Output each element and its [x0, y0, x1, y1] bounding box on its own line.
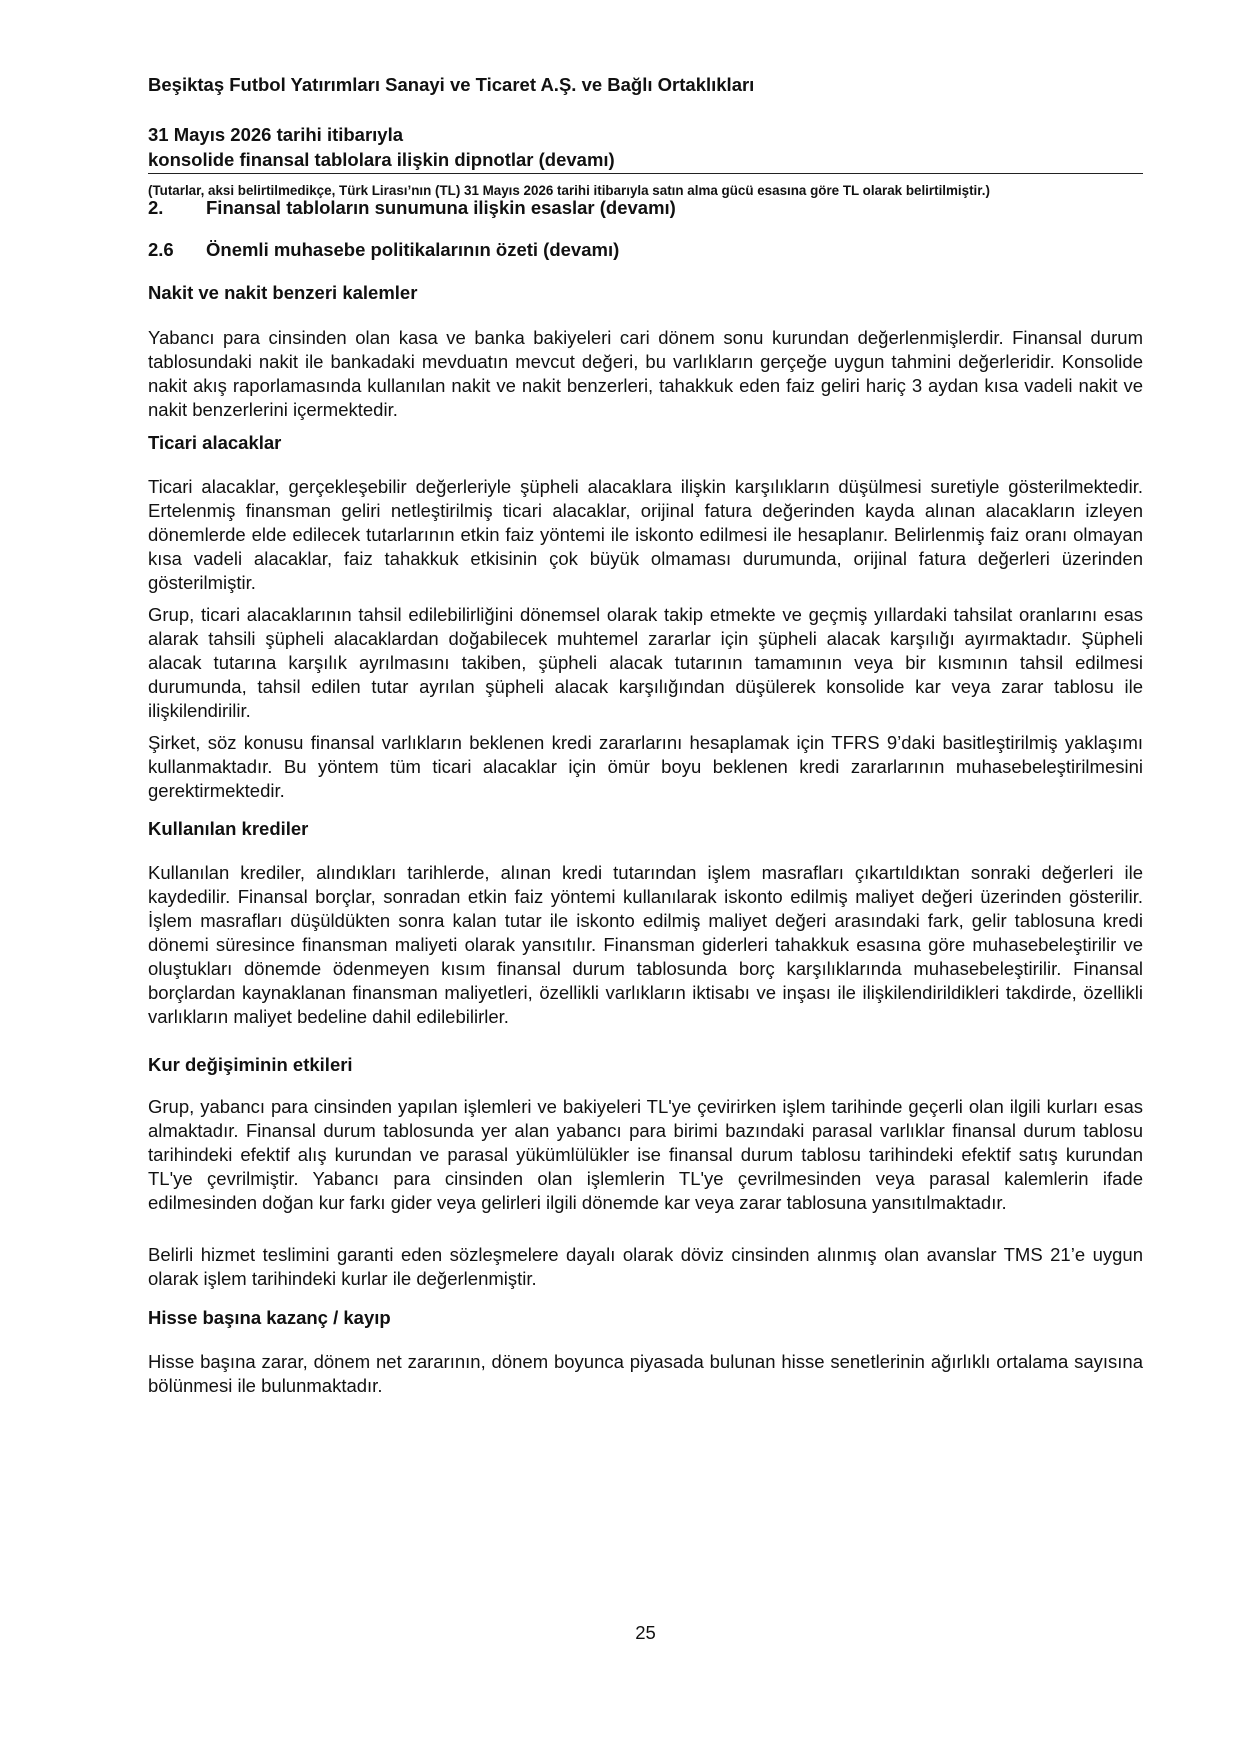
report-subtitle: konsolide finansal tablolara ilişkin dipnotlar (devamı): [148, 149, 615, 170]
heading-receivables: Ticari alacaklar: [148, 432, 282, 453]
report-date: 31 Mayıs 2026 tarihi itibarıyla: [148, 124, 404, 145]
section-title: Finansal tabloların sunumuna ilişkin esaslar (devamı): [206, 197, 676, 218]
heading-fx: Kur değişiminin etkileri: [148, 1054, 353, 1075]
section-heading: [148, 197, 676, 219]
paragraph-fx-2: Belirli hizmet teslimini garanti eden sözleşmelere dayalı olarak döviz cinsinden alınmış olan avanslar TMS 21’e uygun olarak işlem tarihindeki kurlar ile değerlenmiştir.: [148, 1244, 1143, 1289]
paragraph-receivables-1: Ticari alacaklar, gerçekleşebilir değerleriyle şüpheli alacaklara ilişkin karşılıkların düşülmesi suretiyle gösterilmektedir. Ertelenmiş finansman geliri netleştirilmiş ticari alacaklar, orijinal fatura değerinden kayda alınan alacakların izleyen dönemlerde elde edilecek tutarlarının etkin faiz yöntemi ile iskonto edilmesi ile hesaplanır. Belirlenmiş faiz oranı olmayan kısa vadeli alacaklar, faiz tahakkuk etkisinin çok büyük olmaması durumunda, orijinal fatura değerleri üzerinden gösterilmiştir.: [148, 476, 1143, 593]
currency-note: (Tutarlar, aksi belirtilmedikçe, Türk Lirası’nın (TL) 31 Mayıs 2026 tarihi itibarıyla satın alma gücü esasına göre TL olarak belirtilmiştir.): [148, 183, 990, 198]
header-divider: [148, 173, 1143, 174]
section-number: 2.: [148, 197, 164, 218]
subsection-title: Önemli muhasebe politikalarının özeti (devamı): [206, 239, 620, 260]
company-name: Beşiktaş Futbol Yatırımları Sanayi ve Ticaret A.Ş. ve Bağlı Ortaklıkları: [148, 74, 755, 95]
paragraph-fx-1: Grup, yabancı para cinsinden yapılan işlemleri ve bakiyeleri TL'ye çevirirken işlem tarihinde geçerli olan ilgili kurları esas almaktadır. Finansal durum tablosunda yer alan yabancı para birimi bazındaki parasal varlıklar finansal durum tablosu tarihindeki efektif alış kurundan ve parasal yükümlülükler ise finansal durum tablosu tarihindeki efektif satış kurundan TL'ye çevrilmiştir. Yabancı para cinsinden olan işlemlerin TL'ye çevrilmesinden veya parasal kalemlerin ifade edilmesinden doğan kur farkı gider veya gelirleri ilgili dönemde kar veya zarar tablosuna yansıtılmaktadır.: [148, 1096, 1143, 1213]
paragraph-receivables-3: Şirket, söz konusu finansal varlıkların beklenen kredi zararlarını hesaplamak için TFRS 9’daki basitleştirilmiş yaklaşımı kullanmaktadır. Bu yöntem tüm ticari alacaklar için ömür boyu beklenen kredi zararlarının muhasebeleştirilmesini gerektirmektedir.: [148, 732, 1143, 801]
heading-cash: Nakit ve nakit benzeri kalemler: [148, 282, 418, 303]
paragraph-eps: Hisse başına zarar, dönem net zararının, dönem boyunca piyasada bulunan hisse senetlerinin ağırlıklı ortalama sayısına bölünmesi ile bulunmaktadır.: [148, 1351, 1143, 1396]
paragraph-cash: Yabancı para cinsinden olan kasa ve banka bakiyeleri cari dönem sonu kurundan değerlenmişlerdir. Finansal durum tablosundaki nakit ile bankadaki mevduatın mevcut değeri, bu varlıkların gerçeğe uygun tahmini değerleridir. Konsolide nakit akış raporlamasında kullanılan nakit ve nakit benzerleri, tahakkuk eden faiz geliri hariç 3 aydan kısa vadeli nakit ve nakit benzerlerini içermektedir.: [148, 327, 1143, 420]
heading-loans: Kullanılan krediler: [148, 818, 309, 839]
subsection-heading: [148, 239, 619, 261]
heading-eps: Hisse başına kazanç / kayıp: [148, 1307, 391, 1328]
page-number: 25: [635, 1622, 656, 1643]
paragraph-loans: Kullanılan krediler, alındıkları tarihlerde, alınan kredi tutarından işlem masrafları çıkartıldıktan sonraki değerleri ile kaydedilir. Finansal borçlar, sonradan etkin faiz yöntemi kullanılarak iskonto edilmiş maliyet değeri üzerinden gösterilir. İşlem masrafları düşüldükten sonra kalan tutar ile iskonto edilmiş maliyet değeri arasındaki fark, gelir tablosuna kredi dönemi süresince finansman maliyeti olarak yansıtılır. Finansman giderleri tahakkuk esasına göre muhasebeleştirilir ve oluştukları dönemde ödenmeyen kısım finansal durum tablosunda borç karşılıklarında muhasebeleştirilir. Finansal borçlardan kaynaklanan finansman maliyetleri, özellikli varlıkların iktisabı ve inşası ile ilişkilendirildikleri takdirde, özellikli varlıkların maliyet bedeline dahil edilebilirler.: [148, 862, 1143, 1027]
subsection-number: 2.6: [148, 239, 174, 260]
paragraph-receivables-2: Grup, ticari alacaklarının tahsil edilebilirliğini dönemsel olarak takip etmekte ve geçmiş yıllardaki tahsilat oranlarını esas alarak tahsili şüpheli alacaklardan doğabilecek muhtemel zararlar için şüpheli alacak karşılığı ayırmaktadır. Şüpheli alacak tutarına karşılık ayrılmasını takiben, şüpheli alacak tutarının tamamının veya bir kısmının tahsil edilmesi durumunda, tahsil edilen tutar ayrılan şüpheli alacak karşılığından düşülerek konsolide kar veya zarar tablosu ile ilişkilendirilir.: [148, 604, 1143, 721]
